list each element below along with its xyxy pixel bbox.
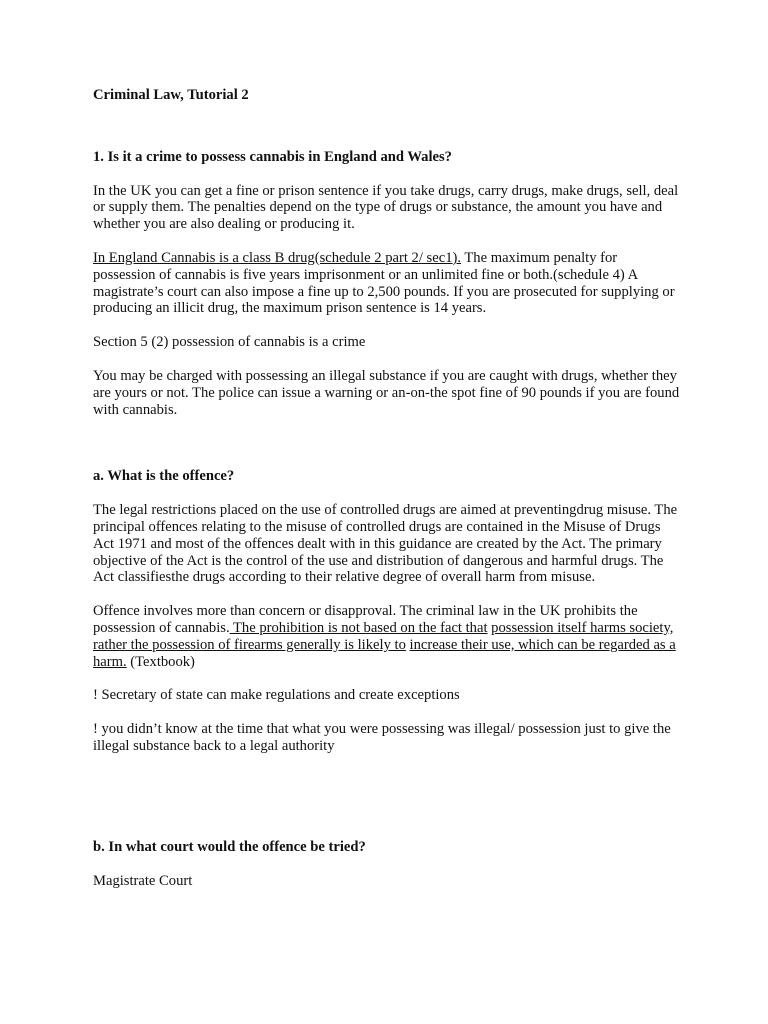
question-b-heading: b. In what court would the offence be tried?: [93, 838, 366, 855]
q1-underlined-text: In England Cannabis is a class B drug(schedule 2 part 2/ sec1).: [93, 249, 461, 266]
q1-paragraph-3: Section 5 (2) possession of cannabis is a crime: [93, 334, 366, 351]
qa-underlined-text-2: possession itself harms society, rather the possession of firearms generally is likely to: [93, 619, 674, 653]
qb-answer: Magistrate Court: [93, 872, 193, 889]
q1-paragraph-4: You may be charged with possessing an illegal substance if you are caught with drugs, whether they are yours or not. The police can issue a warning or an-on-the spot fine of 90 pounds if you are found with cannabis.: [93, 367, 680, 418]
qa-paragraph-1: The legal restrictions placed on the use of controlled drugs are aimed at preventingdrug misuse. The principal offences relating to the misuse of controlled drugs are contained in the Misuse of Drugs Act 1971 and most of the offences dealt with in this guidance are created by the Act. The primary objective of the Act is the control of the use and distribution of dangerous and harmful drugs. The Act classifiesthe drugs according to their relative degree of overall harm from misuse.: [93, 502, 678, 586]
q1-paragraph-2-rest: The maximum penalty for possession of cannabis is five years imprisonment or an unlimited fine or both.(schedule 4) A magistrate’s court can also impose a fine up to 2,500 pounds. If you are prosecuted for supplying or producing an illicit drug, the maximum prison sentence is 14 years.: [93, 249, 675, 317]
qa-underlined-text-1: The prohibition is not based on the fact that: [229, 619, 488, 636]
qa-underlined-text-3: increase their use, which can be regarded as a harm.: [93, 636, 676, 670]
q1-paragraph-2: [93, 250, 683, 317]
qa-paragraph-2-start: Offence involves more than concern or disapproval. The criminal law in the UK prohibits the possession of cannabis.: [93, 603, 638, 636]
question-1-heading: 1. Is it a crime to possess cannabis in England and Wales?: [93, 148, 452, 165]
qa-note-1: ! Secretary of state can make regulations and create exceptions: [93, 687, 460, 704]
qa-paragraph-2: [93, 603, 683, 670]
qa-paragraph-2-end: (Textbook): [126, 653, 195, 670]
qa-note-2: ! you didn’t know at the time that what you were possessing was illegal/ possession just to give the illegal substance back to a legal authority: [93, 721, 671, 754]
document-body: [93, 87, 683, 889]
question-a-heading: a. What is the offence?: [93, 468, 235, 485]
document-title: Criminal Law, Tutorial 2: [93, 87, 249, 103]
q1-paragraph-1: In the UK you can get a fine or prison sentence if you take drugs, carry drugs, make drugs, sell, deal or supply them. The penalties depend on the type of drugs or substance, the amount you have and whether you are also dealing or producing it.: [93, 182, 679, 233]
